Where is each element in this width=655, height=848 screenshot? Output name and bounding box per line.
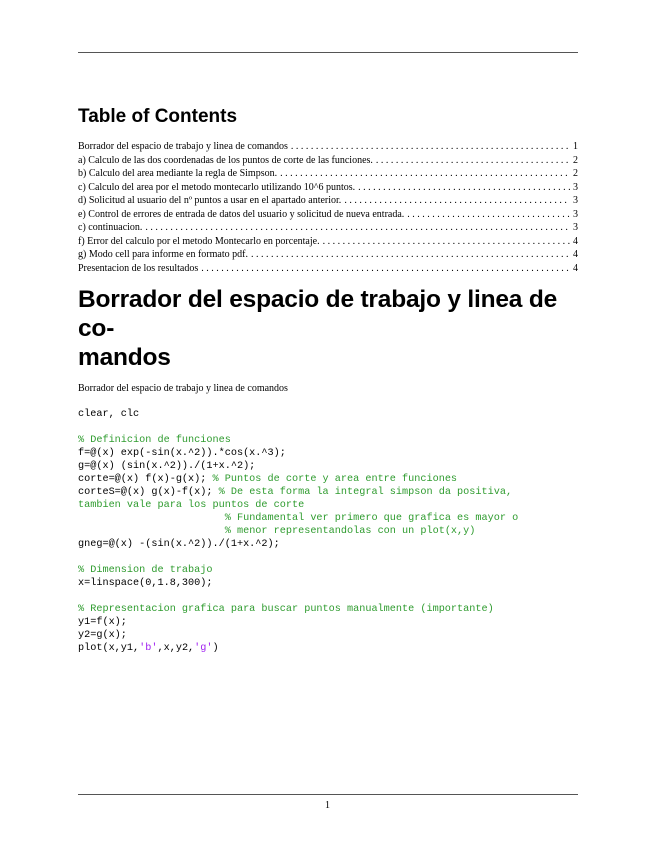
code-string: 'g': [194, 643, 213, 654]
toc-leader-dots: [291, 140, 570, 154]
code-line: gneg=@(x) -(sin(x.^2))./(1+x.^2);: [78, 539, 280, 550]
toc-entry[interactable]: [78, 221, 578, 235]
toc-entry-page: 4: [573, 235, 578, 247]
section-description: Borrador del espacio de trabajo y linea de comandos: [78, 383, 288, 394]
code-line: f=@(x) exp(-sin(x.^2)).*cos(x.^3);: [78, 448, 286, 459]
section-title-line-1: Borrador del espacio de trabajo y linea de co-: [78, 286, 558, 342]
toc-leader-dots: [323, 235, 570, 249]
section-title-line-2: mandos: [78, 344, 171, 371]
toc-entry-label: c) Calculo del area por el metodo montecarlo utilizando 10^6 puntos.: [78, 181, 356, 193]
toc-entry-page: 4: [573, 249, 578, 260]
code-line: [78, 473, 578, 486]
toc-leader-dots: [358, 181, 570, 195]
toc-entry-page: 1: [573, 141, 578, 152]
code-statement: corteS=@(x) g(x)-f(x);: [78, 487, 219, 498]
footer-rule: [78, 794, 578, 795]
toc-list: [78, 140, 578, 275]
code-indent: [78, 526, 225, 537]
toc-leader-dots: [201, 262, 570, 276]
code-indent: [78, 513, 225, 524]
code-blank-line: [78, 421, 578, 434]
code-block: [78, 408, 578, 655]
toc-entry-page: 4: [573, 262, 578, 274]
code-comment: % Definicion de funciones: [78, 435, 231, 446]
page-number: 1: [325, 800, 330, 811]
code-line: y2=g(x);: [78, 630, 127, 641]
toc-entry[interactable]: [78, 194, 578, 208]
toc-leader-dots: [251, 248, 570, 262]
code-comment: % Puntos de corte y area entre funciones: [212, 474, 458, 485]
code-comment: % Fundamental ver primero que grafica es mayor o: [224, 513, 519, 524]
code-comment: % Dimension de trabajo: [78, 565, 213, 576]
toc-leader-dots: [376, 154, 570, 168]
code-line: [78, 486, 578, 499]
toc-entry-page: 3: [573, 181, 578, 193]
toc-entry[interactable]: [78, 208, 578, 222]
code-statement: plot(x,y1,: [78, 643, 140, 654]
toc-leader-dots: [344, 194, 570, 208]
toc-entry-label: g) Modo cell para informe en formato pdf.: [78, 249, 248, 260]
toc-entry-page: 3: [573, 208, 578, 220]
code-line: y1=f(x);: [78, 617, 127, 628]
toc-entry[interactable]: [78, 262, 578, 276]
code-blank-line: [78, 590, 578, 603]
toc-entry-label: Presentacion de los resultados: [78, 262, 199, 274]
toc-entry[interactable]: [78, 154, 578, 168]
code-line: clear, clc: [78, 409, 140, 420]
toc-leader-dots: [280, 167, 570, 181]
code-comment: % Representacion grafica para buscar puntos manualmente (importante): [78, 604, 494, 615]
toc-title: Table of Contents: [78, 106, 238, 127]
toc-entry[interactable]: [78, 181, 578, 195]
toc-entry-page: 2: [573, 154, 578, 166]
toc-entry-page: 3: [573, 195, 578, 206]
toc-entry[interactable]: [78, 167, 578, 181]
toc-entry[interactable]: [78, 248, 578, 262]
code-line: [78, 512, 578, 525]
code-comment: tambien vale para los puntos de corte: [78, 500, 305, 511]
toc-entry[interactable]: [78, 140, 578, 154]
toc-entry-label: e) Control de errores de entrada de datos del usuario y solicitud de nueva entrada.: [78, 208, 405, 220]
toc-leader-dots: [407, 208, 570, 222]
toc-entry-label: Borrador del espacio de trabajo y linea de comandos: [78, 141, 288, 152]
code-line: [78, 525, 578, 538]
toc-entry-label: c) continuacion.: [78, 222, 143, 233]
toc-entry-page: 3: [573, 222, 578, 233]
header-rule: [78, 52, 578, 53]
code-statement: ,x,y2,: [157, 643, 195, 654]
page-content: [78, 105, 578, 655]
code-blank-line: [78, 551, 578, 564]
toc-entry-label: b) Calculo del area mediante la regla de Simpson.: [78, 168, 278, 179]
code-statement: corte=@(x) f(x)-g(x);: [78, 474, 213, 485]
toc-entry-label: d) Solicitud al usuario del nº puntos a usar en el apartado anterior.: [78, 195, 342, 206]
toc-entry-label: a) Calculo de las dos coordenadas de los puntos de corte de las funciones.: [78, 154, 373, 166]
code-line: [78, 642, 578, 655]
toc-entry[interactable]: [78, 235, 578, 249]
code-string: 'b': [139, 643, 158, 654]
toc-leader-dots: [145, 221, 570, 235]
code-line: x=linspace(0,1.8,300);: [78, 578, 213, 589]
section-title: [78, 285, 578, 372]
code-comment: % menor representandolas con un plot(x,y): [224, 526, 476, 537]
toc-entry-page: 2: [573, 168, 578, 179]
code-line: g=@(x) (sin(x.^2))./(1+x.^2);: [78, 461, 256, 472]
toc-entry-label: f) Error del calculo por el metodo Montecarlo en porcentaje.: [78, 235, 320, 247]
code-comment: % De esta forma la integral simpson da positiva,: [218, 487, 513, 498]
code-statement: ): [212, 643, 219, 654]
